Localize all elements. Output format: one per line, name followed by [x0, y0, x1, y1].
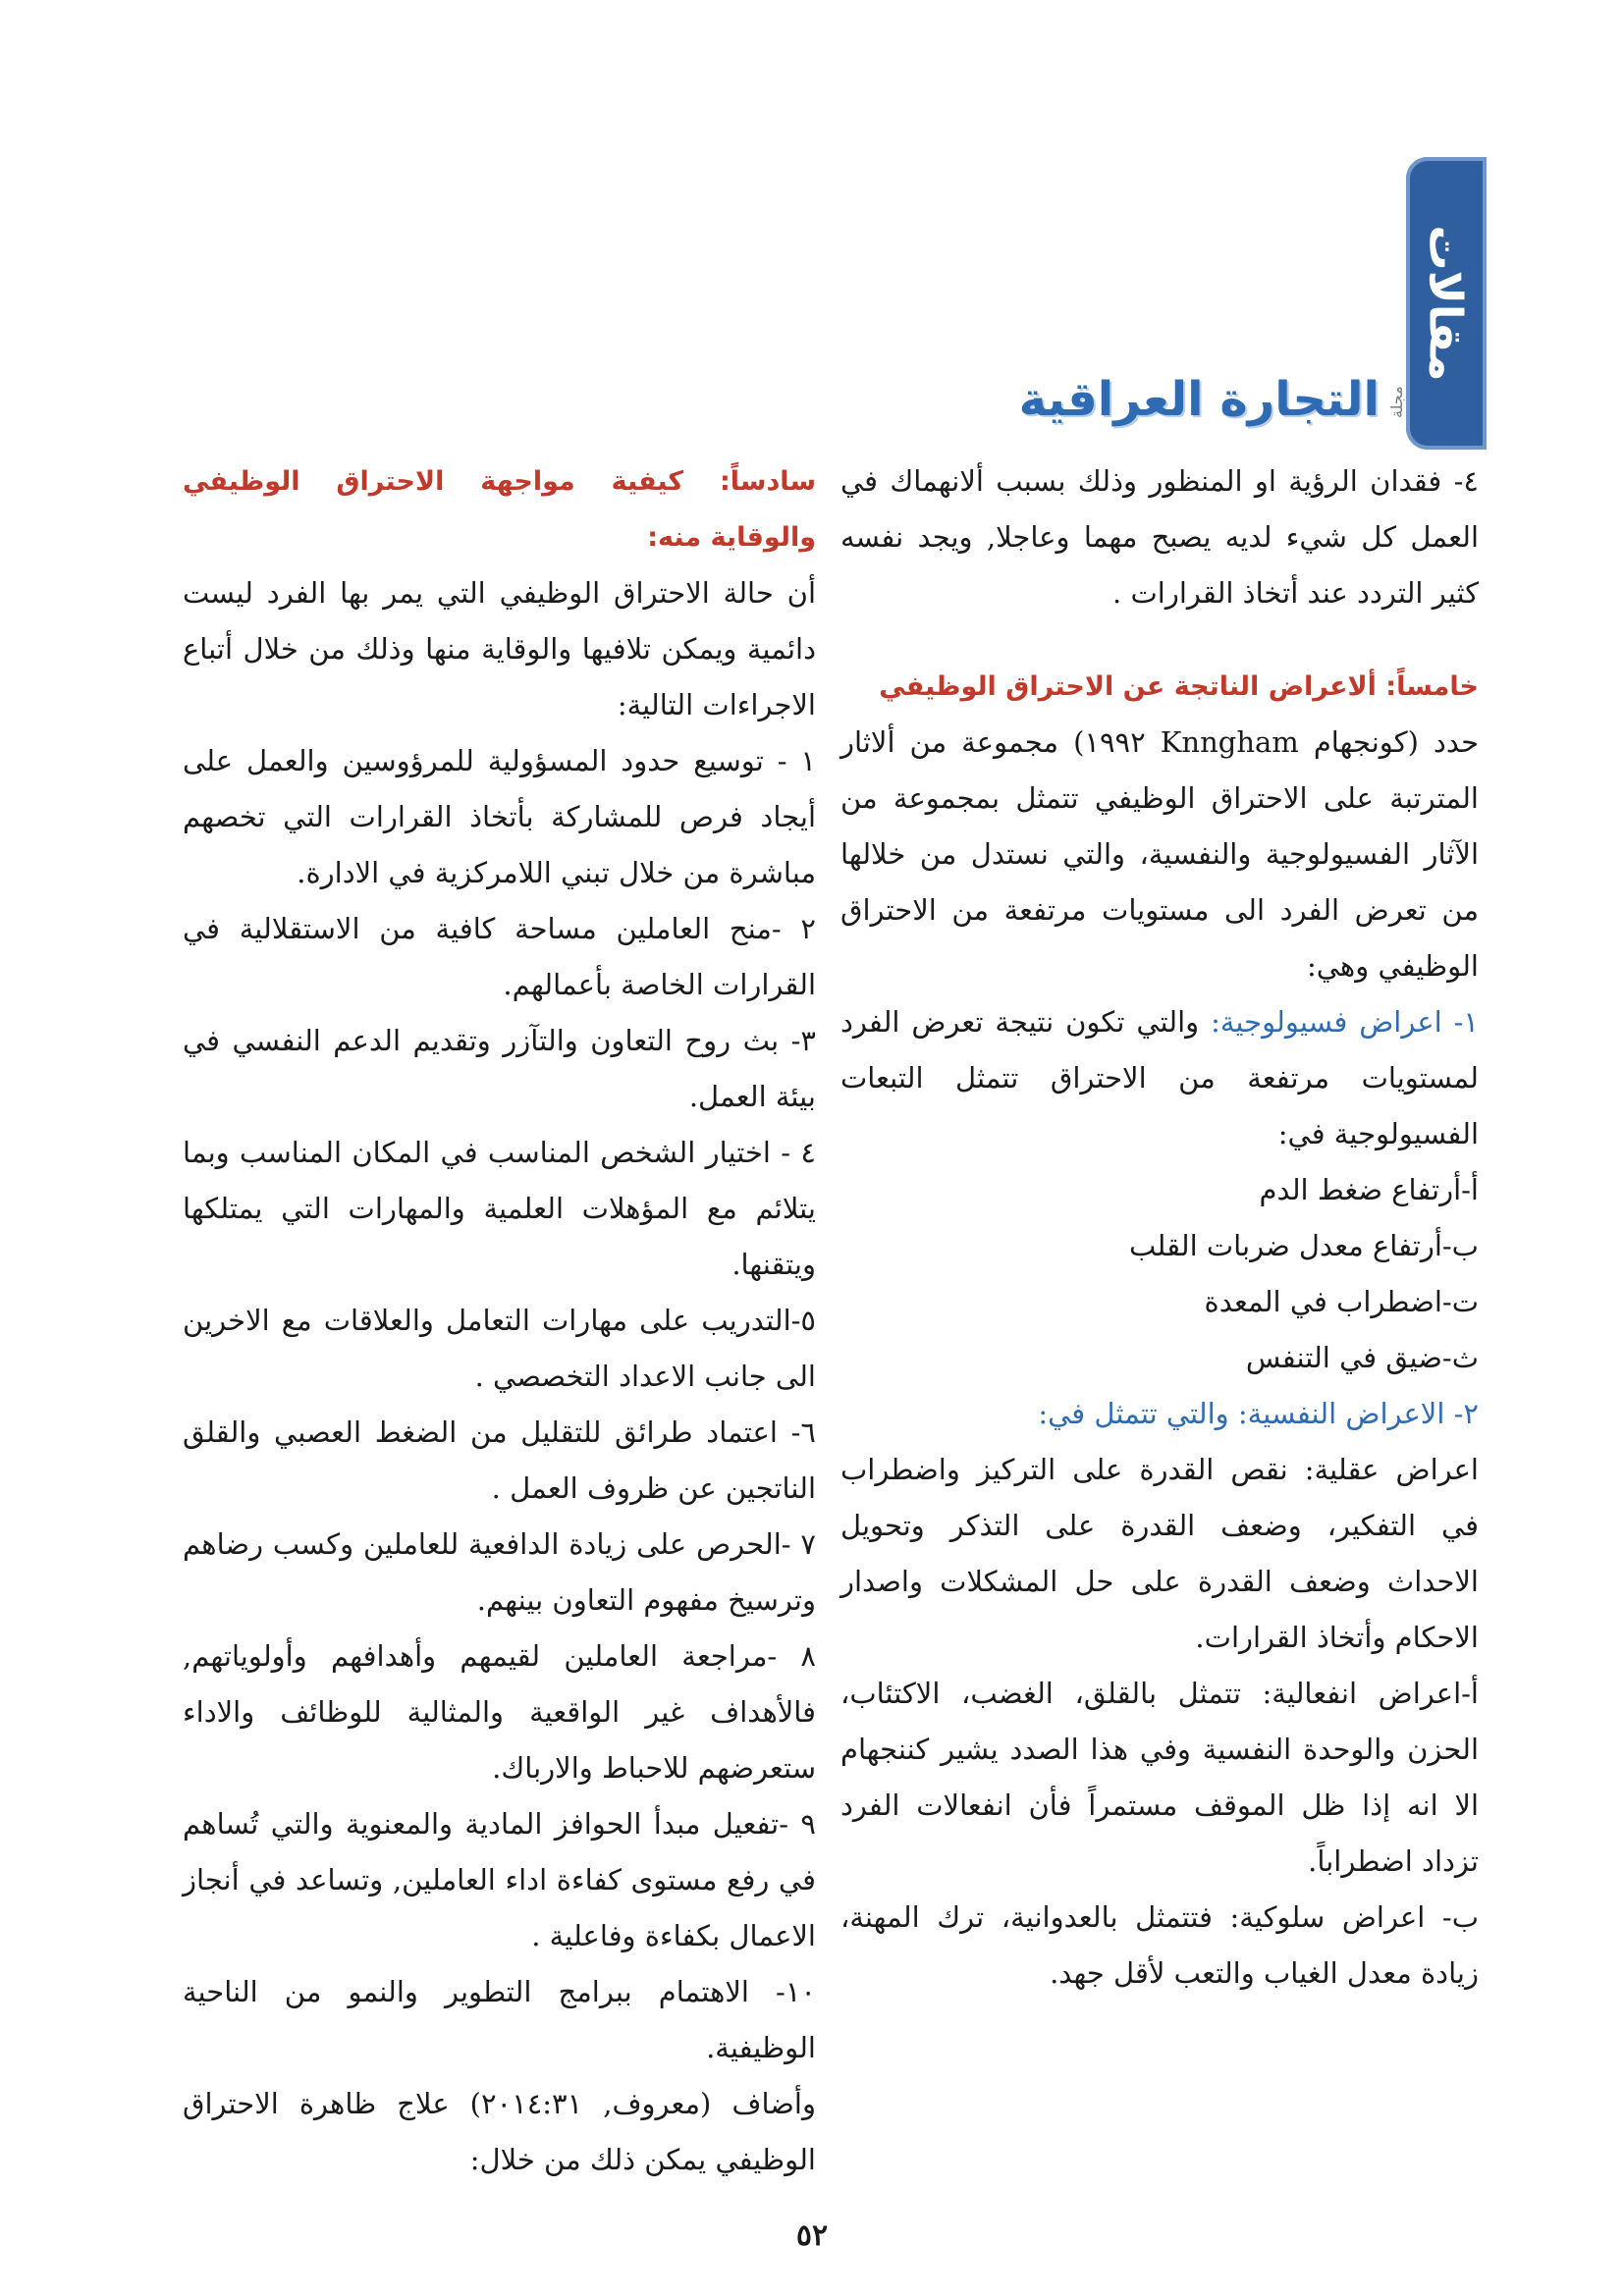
- list-item: ٢ -منح العاملين مساحة كافية من الاستقلالية في القرارات الخاصة بأعمالهم.: [183, 912, 816, 1001]
- section-tab: [1406, 157, 1487, 450]
- list-item: ١٠- الاهتمام ببرامج التطوير والنمو من الناحية الوظيفية.: [183, 1975, 816, 2064]
- spacer: [840, 621, 1479, 659]
- right-heading: خامساً: ألاعراض الناتجة عن الاحتراق الوظيفي: [879, 671, 1479, 702]
- list-item: ١ - توسيع حدود المسؤولية للمرؤوسين والعمل على أيجاد فرص للمشاركة بأتخاذ القرارات التي تخصهم مباشرة من خلال تبني اللامركزية في الادارة.: [183, 744, 816, 889]
- list-item: ٤ - اختيار الشخص المناسب في المكان المناسب وبما يتلائم مع المؤهلات العلمية والمهارات التي يمتلكها ويتقنها.: [183, 1136, 816, 1281]
- masthead-title: التجارة العراقية: [1018, 372, 1380, 427]
- physio-text: والتي تكون نتيجة تعرض الفرد لمستويات مرتفعة من الاحتراق تتمثل التبعات الفسيولوجية في:: [840, 1005, 1479, 1150]
- list-item: ٧ -الحرص على زيادة الدافعية للعاملين وكسب رضاهم وترسيخ مفهوم التعاون بينهم.: [183, 1527, 816, 1617]
- right-para-1: حدد (كونجهام Knngham ١٩٩٢) مجموعة من ألاثار المترتبة على الاحتراق الوظيفي تتمثل بمجموعة من الآثار الفسيولوجية والنفسية، والتي نستدل من خلالها من تعرض الفرد الى مستويات مرتفعة من الاحتراق الوظيفي وهي:: [840, 725, 1479, 983]
- list-item: ٦- اعتماد طرائق للتقليل من الضغط العصبي والقلق الناتجين عن ظروف العمل .: [183, 1415, 816, 1505]
- physio-item: ت-اضطراب في المعدة: [1204, 1285, 1479, 1318]
- physio-paragraph: [840, 994, 1479, 1162]
- right-intro: ٤- فقدان الرؤية او المنظور وذلك بسبب ألانهماك في العمل كل شيء لديه يصبح مهما وعاجلا, ويجد نفسه كثير التردد عند أتخاذ القرارات .: [840, 464, 1479, 610]
- psych-label: ٢- الاعراض النفسية: والتي تتمثل في:: [1038, 1397, 1479, 1430]
- physio-item: ث-ضيق في التنفس: [1245, 1341, 1479, 1374]
- psych-paragraph: اعراض عقلية: نقص القدرة على التركيز واضطراب في التفكير، وضعف القدرة على التذكر وتحويل الاحداث وضعف القدرة على حل المشكلات واصدار الاحكام وأتخاذ القرارات.: [840, 1453, 1479, 1654]
- right-column: [840, 454, 1479, 2002]
- left-closing: وأضاف (معروف, ٢٠١٤:٣١) علاج ظاهرة الاحتراق الوظيفي يمكن ذلك من خلال:: [183, 2087, 816, 2176]
- masthead-small: مجلة: [1387, 386, 1406, 419]
- left-column: [183, 454, 816, 2188]
- page-number: ٥٢: [795, 2218, 829, 2253]
- section-tab-label: مقالات: [1420, 225, 1473, 382]
- list-item: ٣- بث روح التعاون والتآزر وتقديم الدعم النفسي في بيئة العمل.: [183, 1024, 816, 1113]
- physio-item: ب-أرتفاع معدل ضربات القلب: [1129, 1229, 1479, 1262]
- list-item: ٥-التدريب على مهارات التعامل والعلاقات مع الاخرين الى جانب الاعداد التخصصي .: [183, 1304, 816, 1393]
- psych-paragraph: أ-اعراض انفعالية: تتمثل بالقلق، الغضب، الاكتئاب، الحزن والوحدة النفسية وفي هذا الصدد يشير كننجهام الا انه إذا ظل الموقف مستمراً فأن انفعالات الفرد تزداد اضطراباً.: [840, 1677, 1479, 1878]
- psych-paragraph: ب- اعراض سلوكية: فتتمثل بالعدوانية، ترك المهنة، زيادة معدل الغياب والتعب لأقل جهد.: [840, 1900, 1479, 1990]
- magazine-masthead: [1018, 361, 1406, 430]
- physio-label: ١- اعراض فسيولوجية:: [1211, 1005, 1479, 1039]
- left-heading: سادساً: كيفية مواجهة الاحتراق الوظيفي والوقاية منه:: [183, 466, 816, 553]
- left-intro: أن حالة الاحتراق الوظيفي التي يمر بها الفرد ليست دائمية ويمكن تلافيها والوقاية منها وذلك من خلال أتباع الاجراءات التالية:: [183, 576, 816, 721]
- list-item: ٨ -مراجعة العاملين لقيمهم وأهدافهم وأولوياتهم, فالأهداف غير الواقعية والمثالية للوظائف والاداء ستعرضهم للاحباط والارباك.: [183, 1639, 816, 1785]
- section-tab-label-wrap: [1406, 157, 1487, 450]
- list-item: ٩ -تفعيل مبدأ الحوافز المادية والمعنوية والتي تُساهم في رفع مستوى كفاءة اداء العاملين, وتساعد في أنجاز الاعمال بكفاءة وفاعلية .: [183, 1807, 816, 1952]
- physio-item: أ-أرتفاع ضغط الدم: [1259, 1173, 1479, 1206]
